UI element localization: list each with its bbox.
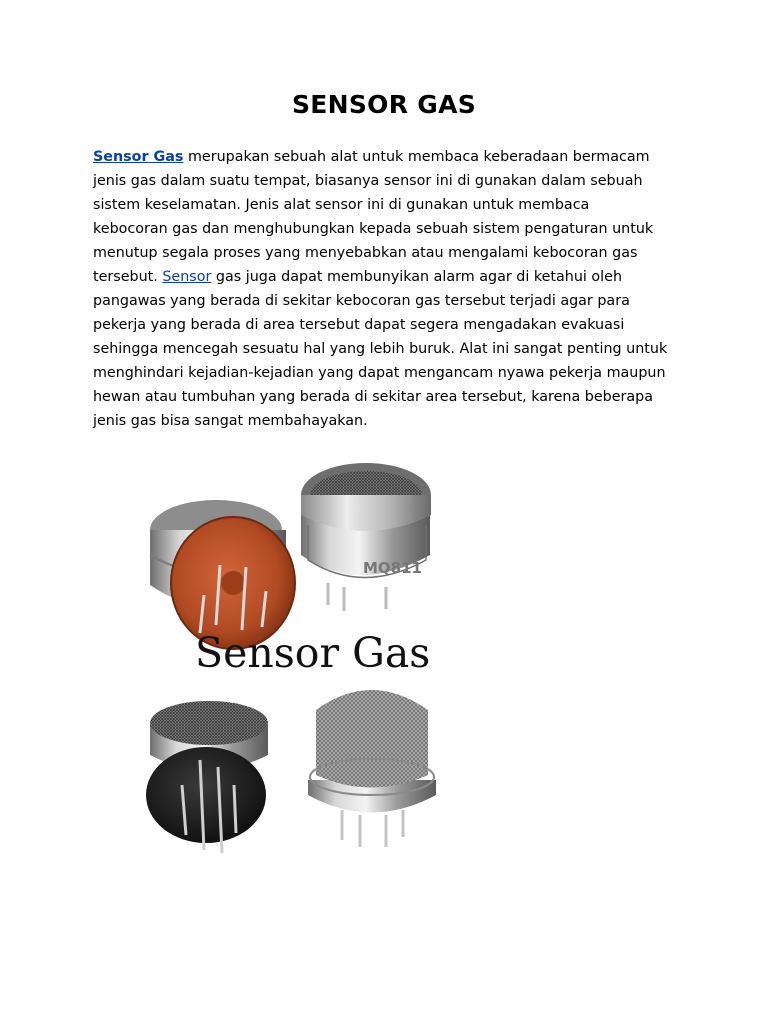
- paragraph-line: hewan atau tumbuhan yang berada di sekitar area tersebut, karena beberapa: [93, 389, 653, 405]
- text-run: merupakan sebuah alat untuk membaca keberadaan bermacam: [183, 149, 650, 165]
- sensor-mesh-top: [301, 463, 431, 611]
- paragraph-line: [93, 145, 693, 169]
- gas-sensor-illustration: [138, 455, 488, 875]
- sensor-marking: MQ811: [363, 559, 422, 577]
- text-run: tersebut.: [93, 269, 163, 285]
- paragraph-line: sistem keselamatan. Jenis alat sensor ini di gunakan untuk membaca: [93, 197, 590, 213]
- paragraph: [93, 145, 693, 433]
- sensor-mesh-dome: [308, 690, 436, 847]
- paragraph-line: menutup segala proses yang menyebabkan atau mengalami kebocoran gas: [93, 245, 638, 261]
- paragraph-line: sehingga mencegah sesuatu hal yang lebih buruk. Alat ini sangat penting untuk: [93, 341, 668, 357]
- page-title: SENSOR GAS: [291, 90, 477, 119]
- link-sensor-gas[interactable]: Sensor Gas: [93, 149, 184, 165]
- sensor-black-base: [146, 701, 268, 853]
- text-run: gas juga dapat membunyikan alarm agar di ketahui oleh: [211, 269, 623, 285]
- paragraph-line: jenis gas dalam suatu tempat, biasanya sensor ini di gunakan dalam sebuah: [93, 173, 643, 189]
- link-sensor[interactable]: Sensor: [162, 269, 212, 285]
- paragraph-line: jenis gas bisa sangat membahayakan.: [93, 413, 368, 429]
- paragraph-line: pangawas yang berada di sekitar kebocoran gas tersebut terjadi agar para: [93, 293, 630, 309]
- paragraph-line: pekerja yang berada di area tersebut dapat segera mengadakan evakuasi: [93, 317, 625, 333]
- image-caption: Sensor Gas: [195, 629, 431, 677]
- paragraph-line: menghindari kejadian-kejadian yang dapat mengancam nyawa pekerja maupun: [93, 365, 666, 381]
- gas-sensor-photo: [138, 455, 488, 875]
- paragraph-line: [93, 265, 693, 289]
- paragraph-line: kebocoran gas dan menghubungkan kepada sebuah sistem pengaturan untuk: [93, 221, 654, 237]
- sensor-copper-base: [150, 500, 295, 649]
